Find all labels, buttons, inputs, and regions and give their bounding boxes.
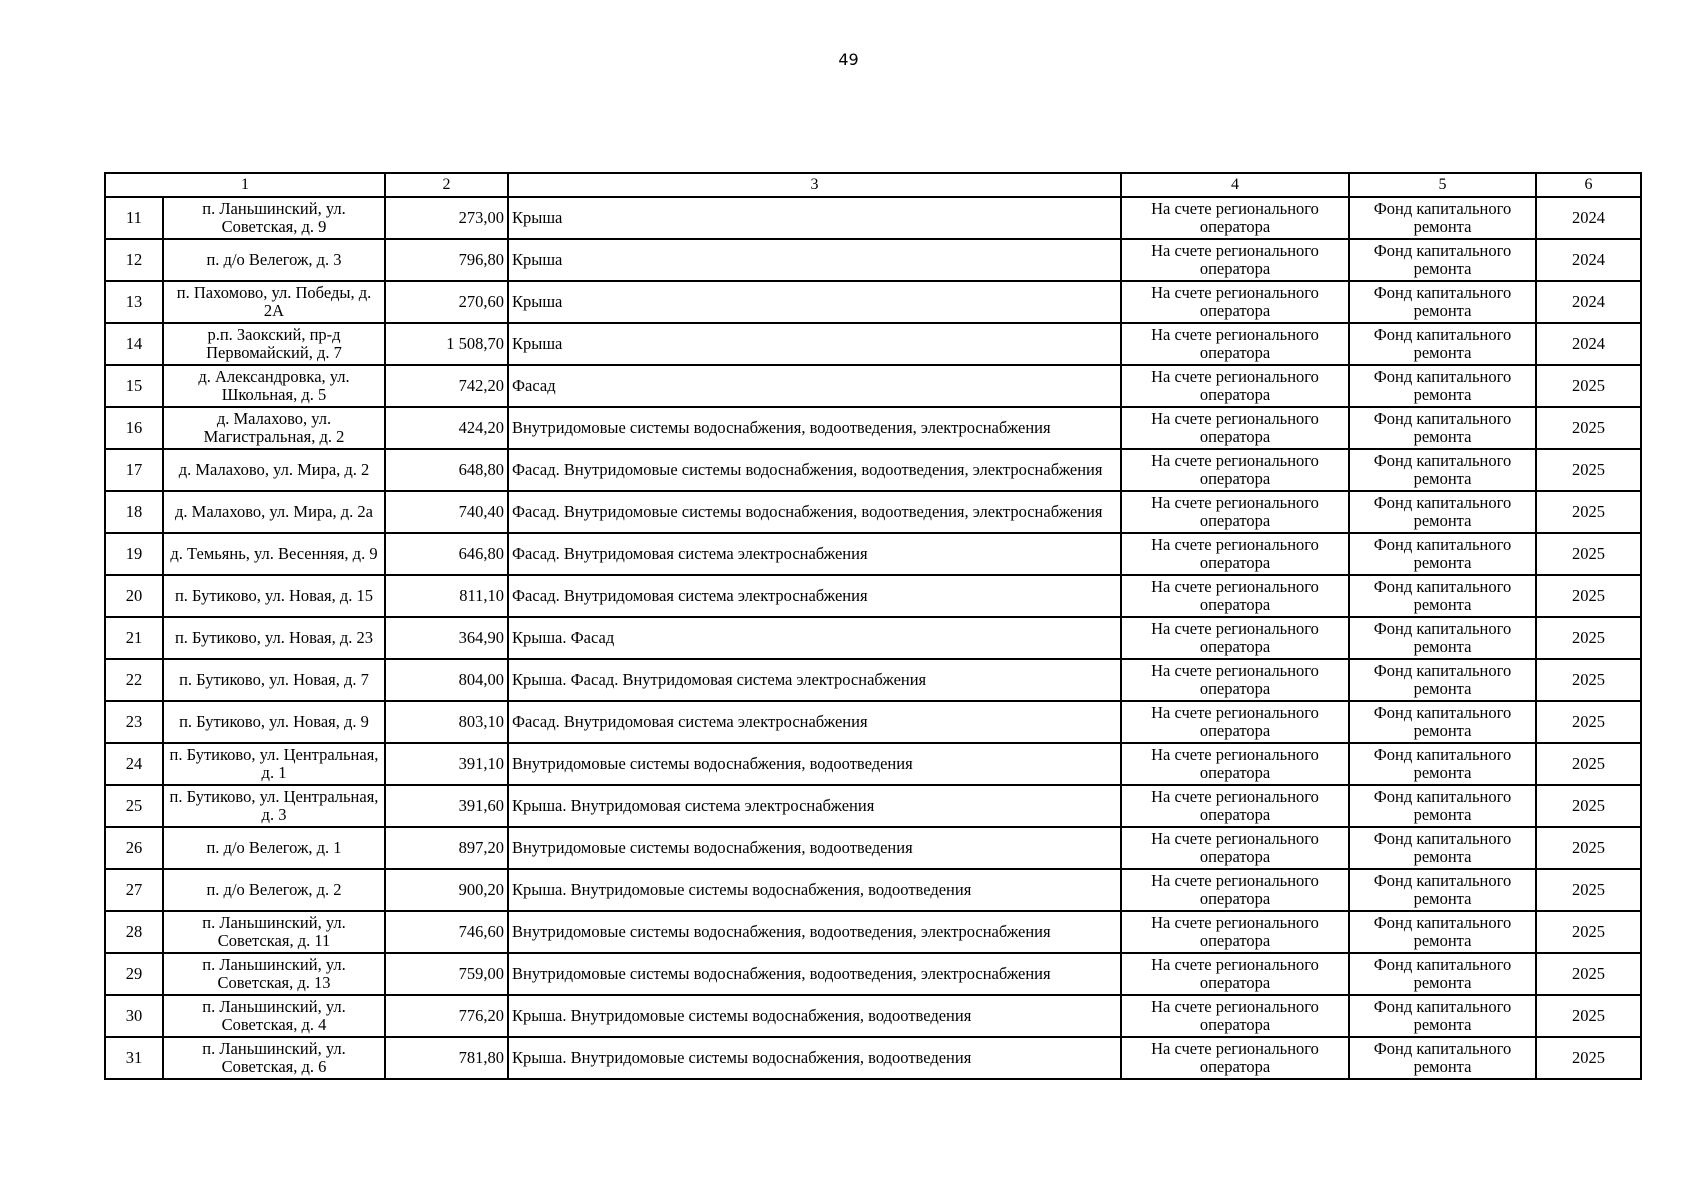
row-account: На счете регионального оператора: [1121, 785, 1349, 827]
row-fund-source: Фонд капитального ремонта: [1349, 953, 1536, 995]
row-number: 21: [105, 617, 163, 659]
row-fund-source: Фонд капитального ремонта: [1349, 575, 1536, 617]
row-area: 364,90: [385, 617, 508, 659]
row-area: 803,10: [385, 701, 508, 743]
row-account: На счете регионального оператора: [1121, 323, 1349, 365]
row-work-type: Крыша: [508, 239, 1121, 281]
row-work-type: Фасад. Внутридомовые системы водоснабжения, водоотведения, электроснабжения: [508, 449, 1121, 491]
row-work-type: Внутридомовые системы водоснабжения, водоотведения, электроснабжения: [508, 911, 1121, 953]
row-work-type: Крыша. Внутридомовые системы водоснабжения, водоотведения: [508, 1037, 1121, 1079]
row-address: п. Ланьшинский, ул. Советская, д. 13: [163, 953, 385, 995]
page-number: 49: [838, 50, 859, 69]
row-work-type: Внутридомовые системы водоснабжения, водоотведения, электроснабжения: [508, 953, 1121, 995]
row-work-type: Внутридомовые системы водоснабжения, водоотведения: [508, 743, 1121, 785]
table-row: [105, 911, 1641, 953]
table-row: [105, 995, 1641, 1037]
row-account: На счете регионального оператора: [1121, 659, 1349, 701]
row-fund-source: Фонд капитального ремонта: [1349, 701, 1536, 743]
row-year: 2024: [1536, 239, 1641, 281]
row-year: 2025: [1536, 1037, 1641, 1079]
row-year: 2024: [1536, 281, 1641, 323]
row-address: р.п. Заокский, пр-д Первомайский, д. 7: [163, 323, 385, 365]
row-address: п. д/о Велегож, д. 3: [163, 239, 385, 281]
row-area: 740,40: [385, 491, 508, 533]
table-row: [105, 449, 1641, 491]
row-account: На счете регионального оператора: [1121, 197, 1349, 239]
row-fund-source: Фонд капитального ремонта: [1349, 911, 1536, 953]
row-work-type: Фасад. Внутридомовая система электроснабжения: [508, 701, 1121, 743]
row-fund-source: Фонд капитального ремонта: [1349, 827, 1536, 869]
row-area: 900,20: [385, 869, 508, 911]
row-work-type: Крыша. Внутридомовые системы водоснабжения, водоотведения: [508, 869, 1121, 911]
row-year: 2025: [1536, 365, 1641, 407]
row-area: 391,10: [385, 743, 508, 785]
row-fund-source: Фонд капитального ремонта: [1349, 743, 1536, 785]
row-work-type: Крыша. Внутридомовая система электроснабжения: [508, 785, 1121, 827]
row-account: На счете регионального оператора: [1121, 281, 1349, 323]
row-account: На счете регионального оператора: [1121, 743, 1349, 785]
header-cell-6: 6: [1536, 173, 1641, 197]
capital-repair-table: [104, 172, 1642, 1080]
row-fund-source: Фонд капитального ремонта: [1349, 365, 1536, 407]
row-address: п. Пахомово, ул. Победы, д. 2А: [163, 281, 385, 323]
row-area: 811,10: [385, 575, 508, 617]
row-work-type: Крыша: [508, 197, 1121, 239]
row-account: На счете регионального оператора: [1121, 575, 1349, 617]
table-row: [105, 491, 1641, 533]
row-address: п. Бутиково, ул. Центральная, д. 3: [163, 785, 385, 827]
header-cell-4: 4: [1121, 173, 1349, 197]
row-address: п. д/о Велегож, д. 2: [163, 869, 385, 911]
table-row: [105, 1037, 1641, 1079]
row-number: 23: [105, 701, 163, 743]
row-area: 1 508,70: [385, 323, 508, 365]
row-year: 2025: [1536, 491, 1641, 533]
row-area: 781,80: [385, 1037, 508, 1079]
row-fund-source: Фонд капитального ремонта: [1349, 239, 1536, 281]
row-address: д. Александровка, ул. Школьная, д. 5: [163, 365, 385, 407]
table-header-row: [105, 173, 1641, 197]
row-number: 11: [105, 197, 163, 239]
row-address: п. Бутиково, ул. Новая, д. 7: [163, 659, 385, 701]
row-address: п. д/о Велегож, д. 1: [163, 827, 385, 869]
row-area: 776,20: [385, 995, 508, 1037]
row-year: 2025: [1536, 827, 1641, 869]
row-year: 2025: [1536, 407, 1641, 449]
row-year: 2025: [1536, 659, 1641, 701]
table-row: [105, 281, 1641, 323]
row-number: 12: [105, 239, 163, 281]
row-number: 27: [105, 869, 163, 911]
table-row: [105, 701, 1641, 743]
row-fund-source: Фонд капитального ремонта: [1349, 449, 1536, 491]
table-row: [105, 407, 1641, 449]
row-address: п. Ланьшинский, ул. Советская, д. 11: [163, 911, 385, 953]
row-account: На счете регионального оператора: [1121, 533, 1349, 575]
table-row: [105, 785, 1641, 827]
row-address: п. Ланьшинский, ул. Советская, д. 6: [163, 1037, 385, 1079]
header-cell-1: 1: [105, 173, 385, 197]
header-cell-2: 2: [385, 173, 508, 197]
row-work-type: Крыша. Внутридомовые системы водоснабжения, водоотведения: [508, 995, 1121, 1037]
row-year: 2025: [1536, 785, 1641, 827]
row-number: 26: [105, 827, 163, 869]
row-area: 897,20: [385, 827, 508, 869]
row-address: п. Бутиково, ул. Новая, д. 23: [163, 617, 385, 659]
row-year: 2025: [1536, 575, 1641, 617]
row-fund-source: Фонд капитального ремонта: [1349, 1037, 1536, 1079]
row-work-type: Внутридомовые системы водоснабжения, водоотведения: [508, 827, 1121, 869]
table-row: [105, 953, 1641, 995]
row-fund-source: Фонд капитального ремонта: [1349, 659, 1536, 701]
row-number: 29: [105, 953, 163, 995]
header-cell-3: 3: [508, 173, 1121, 197]
row-number: 17: [105, 449, 163, 491]
row-account: На счете регионального оператора: [1121, 953, 1349, 995]
row-area: 648,80: [385, 449, 508, 491]
row-area: 424,20: [385, 407, 508, 449]
row-area: 391,60: [385, 785, 508, 827]
row-account: На счете регионального оператора: [1121, 239, 1349, 281]
row-fund-source: Фонд капитального ремонта: [1349, 617, 1536, 659]
row-number: 25: [105, 785, 163, 827]
table-row: [105, 743, 1641, 785]
row-year: 2025: [1536, 743, 1641, 785]
table-row: [105, 533, 1641, 575]
row-work-type: Фасад. Внутридомовая система электроснабжения: [508, 533, 1121, 575]
row-number: 30: [105, 995, 163, 1037]
row-year: 2025: [1536, 449, 1641, 491]
row-year: 2024: [1536, 197, 1641, 239]
row-work-type: Крыша. Фасад: [508, 617, 1121, 659]
row-account: На счете регионального оператора: [1121, 701, 1349, 743]
row-area: 796,80: [385, 239, 508, 281]
table-row: [105, 197, 1641, 239]
table-row: [105, 365, 1641, 407]
row-account: На счете регионального оператора: [1121, 365, 1349, 407]
table-row: [105, 239, 1641, 281]
row-fund-source: Фонд капитального ремонта: [1349, 533, 1536, 575]
row-year: 2025: [1536, 869, 1641, 911]
row-area: 759,00: [385, 953, 508, 995]
row-address: п. Ланьшинский, ул. Советская, д. 4: [163, 995, 385, 1037]
row-address: д. Малахово, ул. Мира, д. 2а: [163, 491, 385, 533]
row-number: 24: [105, 743, 163, 785]
row-year: 2025: [1536, 953, 1641, 995]
row-area: 646,80: [385, 533, 508, 575]
header-cell-5: 5: [1349, 173, 1536, 197]
row-year: 2024: [1536, 323, 1641, 365]
row-area: 746,60: [385, 911, 508, 953]
row-fund-source: Фонд капитального ремонта: [1349, 785, 1536, 827]
row-fund-source: Фонд капитального ремонта: [1349, 995, 1536, 1037]
row-year: 2025: [1536, 701, 1641, 743]
row-work-type: Фасад. Внутридомовая система электроснабжения: [508, 575, 1121, 617]
row-number: 18: [105, 491, 163, 533]
row-address: п. Бутиково, ул. Новая, д. 15: [163, 575, 385, 617]
row-number: 15: [105, 365, 163, 407]
row-year: 2025: [1536, 617, 1641, 659]
row-address: д. Темьянь, ул. Весенняя, д. 9: [163, 533, 385, 575]
table-row: [105, 323, 1641, 365]
row-number: 20: [105, 575, 163, 617]
row-year: 2025: [1536, 995, 1641, 1037]
row-number: 16: [105, 407, 163, 449]
table-row: [105, 869, 1641, 911]
row-account: На счете регионального оператора: [1121, 449, 1349, 491]
row-work-type: Фасад. Внутридомовые системы водоснабжения, водоотведения, электроснабжения: [508, 491, 1121, 533]
row-work-type: Крыша: [508, 323, 1121, 365]
row-fund-source: Фонд капитального ремонта: [1349, 197, 1536, 239]
row-account: На счете регионального оператора: [1121, 995, 1349, 1037]
row-account: На счете регионального оператора: [1121, 911, 1349, 953]
row-account: На счете регионального оператора: [1121, 617, 1349, 659]
table-row: [105, 827, 1641, 869]
row-work-type: Внутридомовые системы водоснабжения, водоотведения, электроснабжения: [508, 407, 1121, 449]
row-year: 2025: [1536, 533, 1641, 575]
row-area: 804,00: [385, 659, 508, 701]
table-row: [105, 617, 1641, 659]
row-fund-source: Фонд капитального ремонта: [1349, 869, 1536, 911]
table-row: [105, 659, 1641, 701]
row-account: На счете регионального оператора: [1121, 1037, 1349, 1079]
row-number: 28: [105, 911, 163, 953]
row-area: 270,60: [385, 281, 508, 323]
row-account: На счете регионального оператора: [1121, 869, 1349, 911]
row-work-type: Крыша: [508, 281, 1121, 323]
row-number: 22: [105, 659, 163, 701]
row-number: 13: [105, 281, 163, 323]
row-address: д. Малахово, ул. Магистральная, д. 2: [163, 407, 385, 449]
row-number: 14: [105, 323, 163, 365]
row-fund-source: Фонд капитального ремонта: [1349, 281, 1536, 323]
row-area: 742,20: [385, 365, 508, 407]
row-account: На счете регионального оператора: [1121, 827, 1349, 869]
row-address: п. Бутиково, ул. Новая, д. 9: [163, 701, 385, 743]
row-year: 2025: [1536, 911, 1641, 953]
row-account: На счете регионального оператора: [1121, 491, 1349, 533]
row-area: 273,00: [385, 197, 508, 239]
row-address: д. Малахово, ул. Мира, д. 2: [163, 449, 385, 491]
row-work-type: Фасад: [508, 365, 1121, 407]
row-number: 31: [105, 1037, 163, 1079]
row-address: п. Ланьшинский, ул. Советская, д. 9: [163, 197, 385, 239]
row-number: 19: [105, 533, 163, 575]
table-row: [105, 575, 1641, 617]
row-work-type: Крыша. Фасад. Внутридомовая система электроснабжения: [508, 659, 1121, 701]
row-fund-source: Фонд капитального ремонта: [1349, 323, 1536, 365]
row-fund-source: Фонд капитального ремонта: [1349, 407, 1536, 449]
row-account: На счете регионального оператора: [1121, 407, 1349, 449]
row-address: п. Бутиково, ул. Центральная, д. 1: [163, 743, 385, 785]
row-fund-source: Фонд капитального ремонта: [1349, 491, 1536, 533]
